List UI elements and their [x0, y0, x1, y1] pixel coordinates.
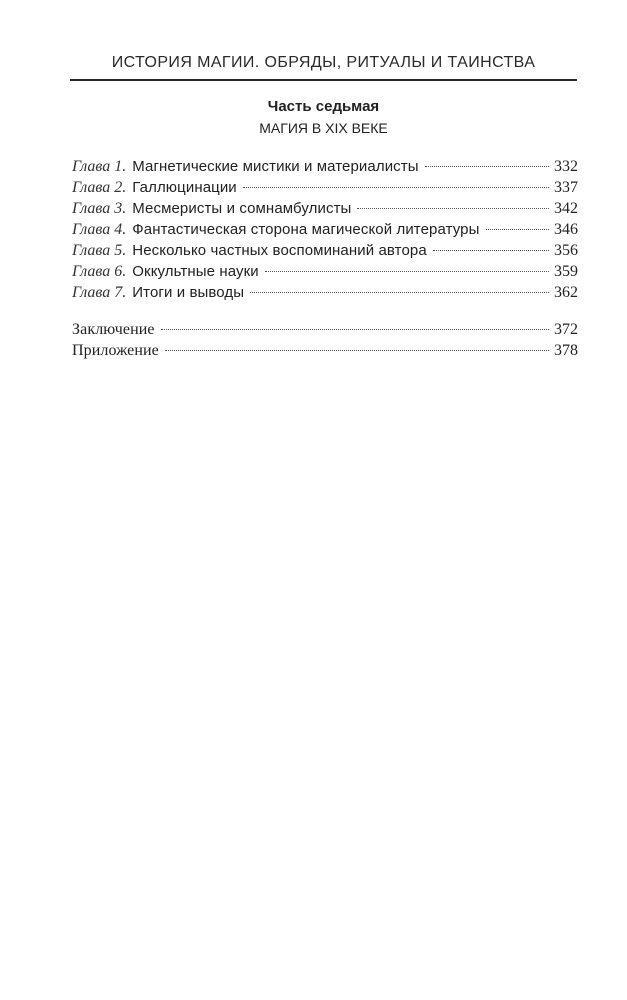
page-number: 346	[554, 221, 578, 238]
page-number: 362	[554, 284, 578, 301]
chapter-label: Глава 5.	[72, 242, 127, 259]
dot-leader	[250, 292, 549, 293]
chapter-title: Галлюцинации	[132, 179, 237, 196]
chapter-label: Глава 4.	[72, 221, 127, 238]
chapter-label: Глава 3.	[72, 200, 127, 217]
page-number: 372	[554, 321, 578, 338]
toc-entry-chapter-3[interactable]	[72, 200, 578, 221]
toc-entry-chapter-4[interactable]	[72, 221, 578, 242]
chapter-label: Глава 1.	[72, 158, 127, 175]
chapter-label: Глава 2.	[72, 179, 127, 196]
toc-entry-chapter-7[interactable]	[72, 284, 578, 305]
chapter-title: Фантастическая сторона магической литературы	[132, 221, 480, 238]
header-rule	[70, 79, 577, 81]
dot-leader	[357, 208, 549, 209]
chapter-label: Глава 6.	[72, 263, 127, 280]
dot-leader	[265, 271, 549, 272]
chapter-label: Глава 7.	[72, 284, 127, 301]
dot-leader	[425, 166, 549, 167]
dot-leader	[243, 187, 549, 188]
page-number: 359	[554, 263, 578, 280]
chapter-title: Месмеристы и сомнамбулисты	[132, 200, 352, 217]
toc-entry-chapter-1[interactable]	[72, 158, 578, 179]
toc-entry-chapter-5[interactable]	[72, 242, 578, 263]
toc-entry-conclusion[interactable]	[72, 321, 578, 342]
table-of-contents	[72, 158, 578, 363]
chapter-title: Итоги и выводы	[132, 284, 245, 301]
toc-entry-chapter-6[interactable]	[72, 263, 578, 284]
page-number: 332	[554, 158, 578, 175]
page-number: 378	[554, 342, 578, 359]
dot-leader	[165, 350, 549, 351]
dot-leader	[486, 229, 550, 230]
chapter-title: Оккультные науки	[132, 263, 259, 280]
dot-leader	[433, 250, 549, 251]
dot-leader	[161, 329, 549, 330]
part-title: Часть седьмая	[267, 98, 380, 115]
toc-entry-chapter-2[interactable]	[72, 179, 578, 200]
entry-title: Заключение	[72, 321, 155, 338]
page-number: 356	[554, 242, 578, 259]
entry-title: Приложение	[72, 342, 159, 359]
part-subtitle: МАГИЯ В XIX ВЕКЕ	[259, 120, 388, 136]
chapter-title: Магнетические мистики и материалисты	[132, 158, 419, 175]
page-number: 337	[554, 179, 578, 196]
toc-entry-appendix[interactable]	[72, 342, 578, 363]
page-number: 342	[554, 200, 578, 217]
running-header: ИСТОРИЯ МАГИИ. ОБРЯДЫ, РИТУАЛЫ И ТАИНСТВА	[111, 54, 536, 71]
chapter-title: Несколько частных воспоминаний автора	[132, 242, 427, 259]
